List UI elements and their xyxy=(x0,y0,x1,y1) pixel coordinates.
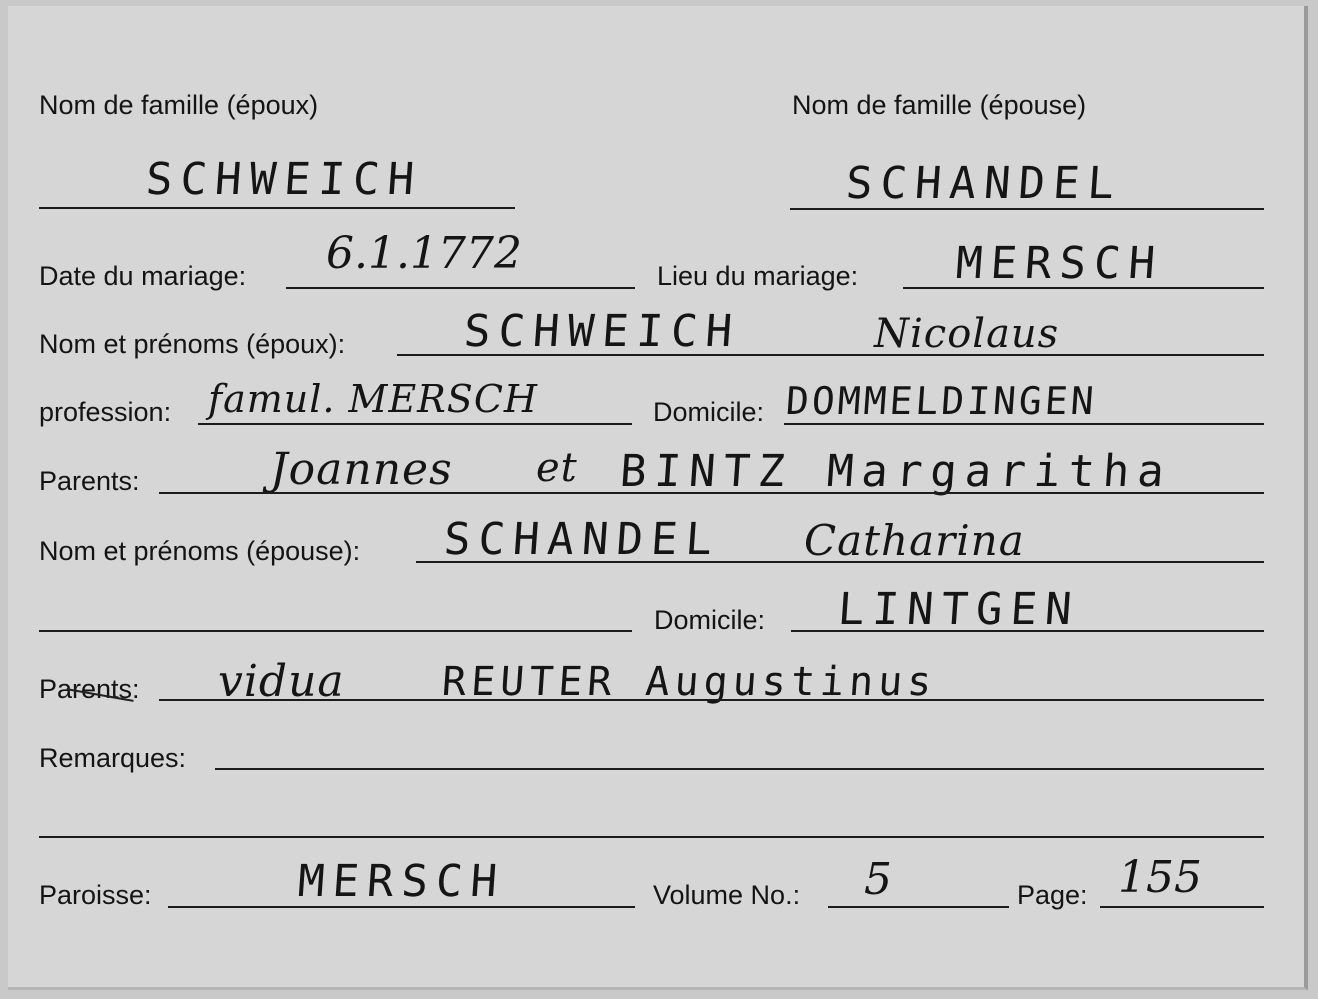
volume-value: 5 xyxy=(864,854,892,905)
volume-label: Volume No.: xyxy=(653,880,801,910)
bride-domicile-value: LINTGEN xyxy=(836,584,1082,635)
blank-line xyxy=(39,630,632,632)
groom-mother-value: BINTZ Margaritha xyxy=(618,446,1174,497)
bride-prev-husband-value: REUTER Augustinus xyxy=(440,659,939,705)
surname-bride-value: SCHANDEL xyxy=(844,158,1124,209)
groom-father-value: Joannes xyxy=(270,444,453,495)
surname-groom-line xyxy=(39,207,515,209)
surname-groom-label: Nom de famille (époux) xyxy=(39,90,319,120)
bride-domicile-line xyxy=(791,630,1264,632)
domicile-value: DOMMELDINGEN xyxy=(784,379,1099,423)
parents2-label: Parents: xyxy=(39,674,140,704)
groom-names-label: Nom et prénoms (époux): xyxy=(39,329,346,359)
page-value: 155 xyxy=(1118,852,1202,903)
marriage-date-label: Date du mariage: xyxy=(39,261,247,291)
page-line xyxy=(1100,906,1264,908)
groom-names-line xyxy=(397,354,1264,356)
parents2-line xyxy=(159,699,1264,701)
surname-groom-value: SCHWEICH xyxy=(144,154,424,205)
bride-names-line xyxy=(416,561,1264,563)
marriage-date-value: 6.1.1772 xyxy=(326,228,522,279)
remarks-line-2 xyxy=(39,836,1264,838)
parents-et-value: et xyxy=(536,445,578,491)
bride-names-label: Nom et prénoms (épouse): xyxy=(39,536,361,566)
groom-given-value: Nicolaus xyxy=(874,311,1060,357)
page-label: Page: xyxy=(1017,880,1088,910)
volume-line xyxy=(828,906,1009,908)
marriage-place-value: MERSCH xyxy=(954,238,1165,289)
marriage-place-label: Lieu du mariage: xyxy=(657,261,859,291)
parish-value: MERSCH xyxy=(296,856,507,907)
surname-bride-label: Nom de famille (épouse) xyxy=(792,90,1087,120)
profession-line xyxy=(198,423,632,425)
profession-value: famul. MERSCH xyxy=(208,377,539,421)
bride-given-value: Catharina xyxy=(804,516,1025,565)
remarks-line xyxy=(215,768,1264,770)
remarks-label: Remarques: xyxy=(39,743,187,773)
marriage-date-line xyxy=(286,287,635,289)
parish-label: Paroisse: xyxy=(39,880,152,910)
domicile-line xyxy=(784,423,1264,425)
domicile-label: Domicile: xyxy=(653,397,765,427)
parish-line xyxy=(168,906,635,908)
profession-label: profession: xyxy=(39,397,172,427)
bride-surname-value: SCHANDEL xyxy=(442,514,722,565)
surname-bride-line xyxy=(790,208,1264,210)
parents-label: Parents: xyxy=(39,466,140,496)
bride-domicile-label: Domicile: xyxy=(654,605,766,635)
groom-surname-value: SCHWEICH xyxy=(462,306,742,357)
marriage-record-card xyxy=(8,6,1308,990)
marriage-place-line xyxy=(903,287,1264,289)
parents-line xyxy=(159,492,1264,494)
bride-status-value: vidua xyxy=(218,656,345,707)
